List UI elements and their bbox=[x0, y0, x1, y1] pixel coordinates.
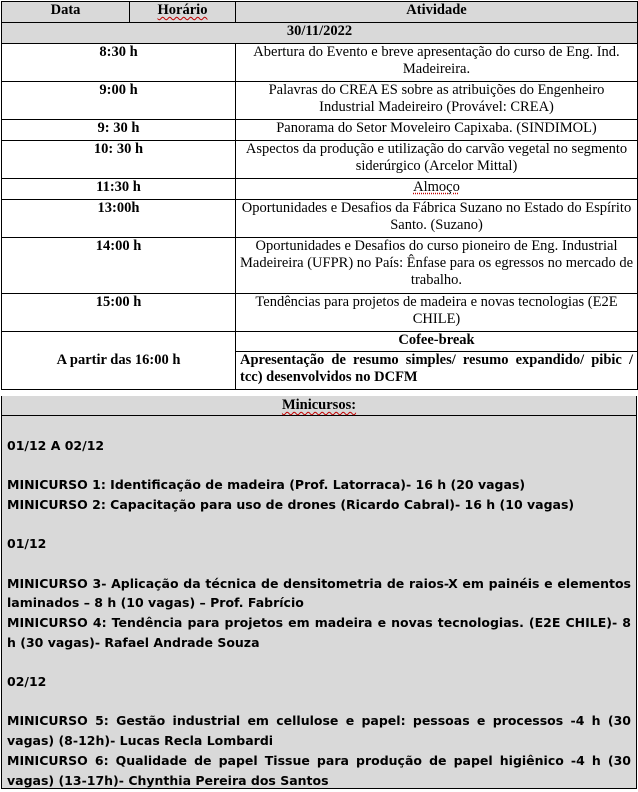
table-row bbox=[2, 82, 638, 120]
table-row bbox=[2, 141, 638, 179]
header-date: Data bbox=[2, 2, 130, 23]
row-activity: Oportunidades e Desafios da Fábrica Suzano no Estado do Espírito Santo. (Suzano) bbox=[236, 200, 638, 238]
schedule-table bbox=[1, 1, 638, 390]
minicursos-section bbox=[1, 416, 637, 789]
row-time: 8:30 h bbox=[2, 44, 236, 82]
row-time: 14:00 h bbox=[2, 238, 236, 294]
minicurso-date: 02/12 bbox=[7, 674, 47, 690]
date-band: 30/11/2022 bbox=[2, 23, 638, 44]
presentation-activity: Apresentação de resumo simples/ resumo expandido/ pibic / tcc) desenvolvidos no DCFM bbox=[236, 352, 638, 390]
table-row bbox=[2, 179, 638, 200]
minicurso-date: 01/12 A 02/12 bbox=[7, 437, 105, 453]
row-time: 11:30 h bbox=[2, 179, 236, 200]
coffee-break: Cofee-break bbox=[236, 332, 638, 352]
row-activity: Panorama do Setor Moveleiro Capixaba. (SINDIMOL) bbox=[236, 120, 638, 141]
spacer bbox=[7, 514, 631, 534]
row-time: 10: 30 h bbox=[2, 141, 236, 179]
row-time: 9:00 h bbox=[2, 82, 236, 120]
row-time: 13:00h bbox=[2, 200, 236, 238]
table-header-row bbox=[2, 2, 638, 23]
spacer bbox=[7, 554, 631, 574]
minicursos-title: Minicursos: bbox=[1, 396, 637, 416]
table-row bbox=[2, 238, 638, 294]
row-activity: Aspectos da produção e utilização do carvão vegetal no segmento siderúrgico (Arcelor Mittal) bbox=[236, 141, 638, 179]
table-row bbox=[2, 294, 638, 332]
spacer bbox=[7, 652, 631, 672]
row-activity: Abertura do Evento e breve apresentação do curso de Eng. Ind. Madeireira. bbox=[236, 44, 638, 82]
minicurso-item: MINICURSO 1: Identificação de madeira (Prof. Latorraca)- 16 h (20 vagas) bbox=[7, 477, 526, 493]
row-time-last: A partir das 16:00 h bbox=[2, 332, 236, 390]
minicurso-item: MINICURSO 6: Qualidade de papel Tissue para produção de papel higiênico -4 h (30 vagas) (13-17h)- Chynthia Pereira dos Santos bbox=[7, 752, 631, 788]
header-time: Horário bbox=[130, 2, 236, 23]
minicurso-date: 01/12 bbox=[7, 536, 47, 552]
table-row bbox=[2, 200, 638, 238]
date-band-row bbox=[2, 23, 638, 44]
table-row bbox=[2, 120, 638, 141]
spacer bbox=[7, 455, 631, 475]
spacer bbox=[7, 416, 631, 436]
minicurso-item: MINICURSO 2: Capacitação para uso de drones (Ricardo Cabral)- 16 h (10 vagas) bbox=[7, 496, 575, 512]
table-row bbox=[2, 332, 638, 352]
minicurso-item: MINICURSO 3- Aplicação da técnica de densitometria de raios-X em painéis e elementos laminados – 8 h (10 vagas) – Prof. Fabrício bbox=[7, 575, 631, 611]
header-activity: Atividade bbox=[236, 2, 638, 23]
table-row bbox=[2, 44, 638, 82]
row-activity: Palavras do CREA ES sobre as atribuições do Engenheiro Industrial Madeireiro (Provável: CREA) bbox=[236, 82, 638, 120]
row-activity: Tendências para projetos de madeira e novas tecnologias (E2E CHILE) bbox=[236, 294, 638, 332]
spacer bbox=[7, 692, 631, 712]
row-activity: Oportunidades e Desafios do curso pioneiro de Eng. Industrial Madeireira (UFPR) no País: Ênfase para os egressos no mercado de trabalho. bbox=[236, 238, 638, 294]
row-activity: Almoço bbox=[236, 179, 638, 200]
minicurso-item: MINICURSO 5: Gestão industrial em cellulose e papel: pessoas e processos -4 h (30 vagas) (8-12h)- Lucas Recla Lombardi bbox=[7, 713, 631, 749]
row-time: 9: 30 h bbox=[2, 120, 236, 141]
minicurso-item: MINICURSO 4: Tendência para projetos em madeira e novas tecnologias. (E2E CHILE)- 8 h (30 vagas)- Rafael Andrade Souza bbox=[7, 614, 631, 650]
row-time: 15:00 h bbox=[2, 294, 236, 332]
